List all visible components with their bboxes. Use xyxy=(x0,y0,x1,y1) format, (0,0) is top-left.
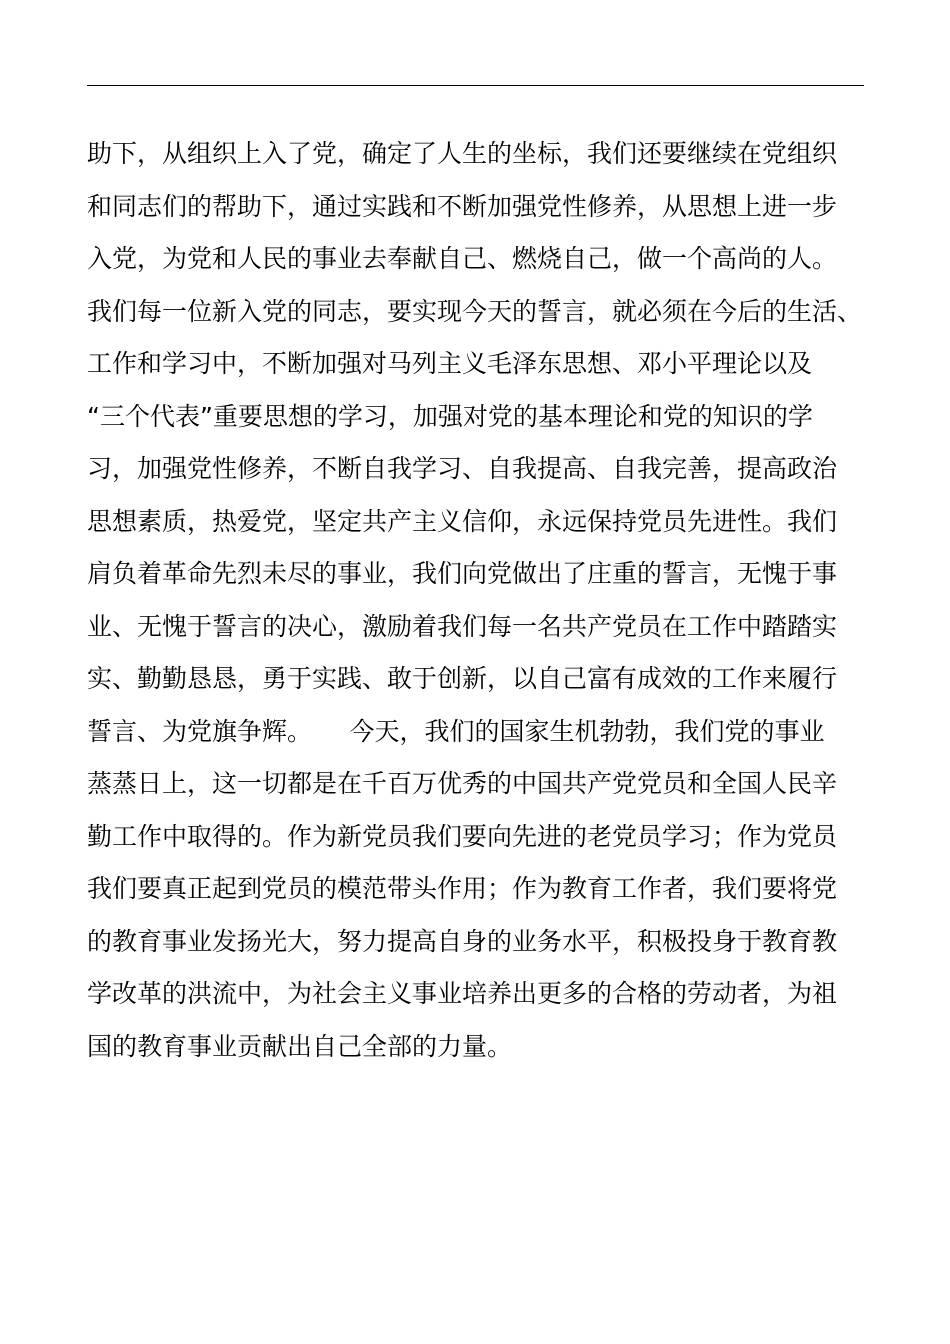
text-line: 我们每一位新入党的同志，要实现今天的誓言，就必须在今后的生活、 xyxy=(87,296,863,326)
body-text xyxy=(87,128,867,1073)
text-line: 勤工作中取得的。作为新党员我们要向先进的老党员学习；作为党员 xyxy=(87,821,838,851)
text-line: 国的教育事业贡献出自己全部的力量。 xyxy=(87,1031,513,1061)
text-line: 学改革的洪流中，为社会主义事业培养出更多的合格的劳动者，为祖 xyxy=(87,979,838,1008)
text-line: 助下，从组织上入了党，确定了人生的坐标，我们还要继续在党组织 xyxy=(87,139,838,168)
text-line: 入党，为党和人民的事业去奉献自己、燃烧自己，做一个高尚的人。 xyxy=(87,244,838,273)
header-rule xyxy=(87,85,864,86)
text-line: 习，加强党性修养，不断自我学习、自我提高、自我完善，提高政治 xyxy=(87,454,838,483)
text-line: 业、无愧于誓言的决心，激励着我们每一名共产党员在工作中踏踏实 xyxy=(87,611,838,641)
text-line: “三个代表”重要思想的学习，加强对党的基本理论和党的知识的学 xyxy=(87,401,813,431)
text-line: 实、勤勤恳恳，勇于实践、敢于创新，以自己富有成效的工作来履行 xyxy=(87,664,838,693)
text-line: 的教育事业发扬光大，努力提高自身的业务水平，积极投身于教育教 xyxy=(87,926,838,956)
text-line: 工作和学习中，不断加强对马列主义毛泽东思想、邓小平理论以及 xyxy=(87,349,813,378)
text-line: 肩负着革命先烈未尽的事业，我们向党做出了庄重的誓言，无愧于事 xyxy=(87,559,838,588)
text-line: 思想素质，热爱党，坚定共产主义信仰，永远保持党员先进性。我们 xyxy=(87,506,838,536)
text-line: 蒸蒸日上，这一切都是在千百万优秀的中国共产党党员和全国人民辛 xyxy=(87,769,838,798)
text-line: 誓言、为党旗争辉。 今天，我们的国家生机勃勃，我们党的事业 xyxy=(87,716,825,746)
text-line: 我们要真正起到党员的模范带头作用；作为教育工作者，我们要将党 xyxy=(87,874,838,903)
text-line: 和同志们的帮助下，通过实践和不断加强党性修养，从思想上进一步 xyxy=(87,191,838,221)
